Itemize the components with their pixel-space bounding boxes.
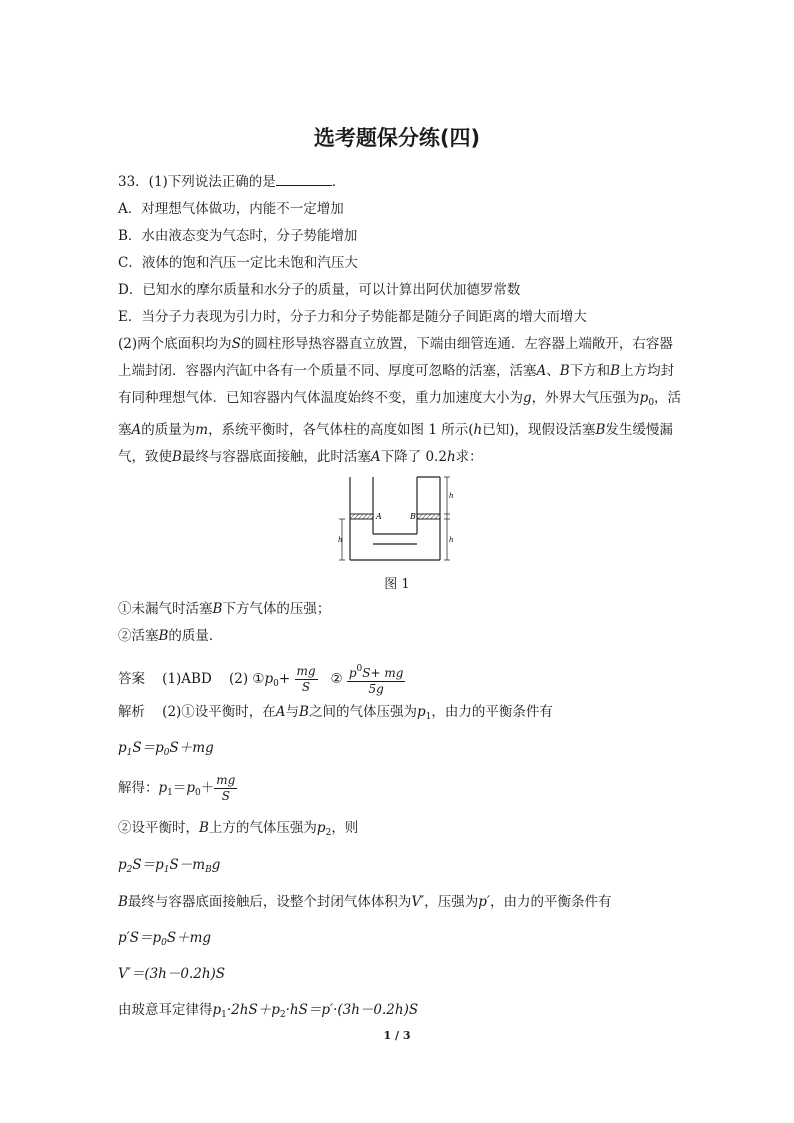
analysis-line-4: B最终与容器底面接触后，设整个封闭气体体积为V′，压强为p′，由力的平衡条件有 — [118, 894, 612, 910]
label-b: B — [410, 512, 416, 521]
sub-question-2: ②活塞B的质量． — [118, 628, 223, 644]
figure-1-diagram — [335, 474, 460, 564]
equation-5: V′＝(3h－0.2h)S — [118, 966, 226, 982]
option-e: E．当分子力表现为引力时，分子力和分子势能都是随分子间距离的增大而增大 — [118, 309, 587, 325]
equation-4: $p'S=p_0S+mg$ — [118, 930, 212, 948]
analysis-line-6: 由玻意耳定律得$p_1\cdot 2hS+p_2\cdot hS=p'\cdot(3h-0.2h)S$ — [118, 1002, 419, 1020]
answer-fraction-1: $\frac{mg}{S}$ — [296, 664, 316, 694]
option-d: D．已知水的摩尔质量和水分子的质量，可以计算出阿伏加德罗常数 — [118, 282, 521, 298]
option-b: B．水由液态变为气态时，分子势能增加 — [118, 228, 358, 244]
option-c: C．液体的饱和汽压一定比未饱和汽压大 — [118, 255, 358, 271]
label-a: A — [376, 512, 382, 521]
piston-a — [350, 514, 373, 519]
equation-3: $p_2S=p_1S-m_Bg$ — [118, 857, 221, 875]
label-h-right-bottom: h — [449, 536, 454, 544]
label-h-right-top: h — [449, 492, 454, 500]
sub-question-1: ①未漏气时活塞B下方气体的压强； — [118, 601, 331, 617]
piston-b — [417, 514, 440, 519]
equation-2: 解得：$p_1=p_0+$ $\frac{mg}{S}$ — [118, 773, 236, 803]
answer-fraction-2: $\frac{p^0S+ mg}{5g}$ — [348, 664, 404, 696]
answer-label: 答案 — [118, 671, 145, 687]
analysis-line-1: 解析 (2)①设平衡时，在A与B之间的气体压强为$p_1$，由力的平衡条件有 — [118, 704, 553, 722]
question-stem: 33．(1)下列说法正确的是 ． — [118, 174, 346, 190]
answer-blank — [276, 173, 332, 186]
analysis-line-3: ②设平衡时，B上方的气体压强为$p_2$，则 — [118, 820, 359, 838]
page-title: 选考题保分练(四) — [313, 126, 481, 150]
analysis-label: 解析 — [118, 704, 145, 720]
page-number: 1 / 3 — [383, 1029, 411, 1042]
equation-1: $p_1S=p_0S+mg$ — [118, 740, 214, 758]
label-h-left: h — [338, 536, 343, 544]
part2-problem: (2)两个底面积均为S的圆柱形导热容器直立放置，下端由细管连通．左容器上端敞开，右容器上端封闭．容器内汽缸中各有一个质量不同、厚度可忽略的活塞，活塞A、B下方和B上方均封有同种理想气体．已知容器内气体温度始终不变，重力加速度大小为g，外界大气压强为$p_0$，活塞A的质量为m，系统平衡时，各气体柱的高度如图 1 所示(h已知)，现假设活塞B发生缓慢漏气，致使B最终与容器底面接触，此时活塞A下降了 0.2h求： — [118, 336, 682, 465]
option-a: A．对理想气体做功，内能不一定增加 — [118, 201, 344, 217]
answer-line: 答案 (1)ABD (2) $①p_0+$ $\frac{mg}{S}$ ② $\frac{p^0S+ mg}{5g}$ — [118, 664, 404, 696]
figure-caption: 图 1 — [384, 577, 410, 592]
